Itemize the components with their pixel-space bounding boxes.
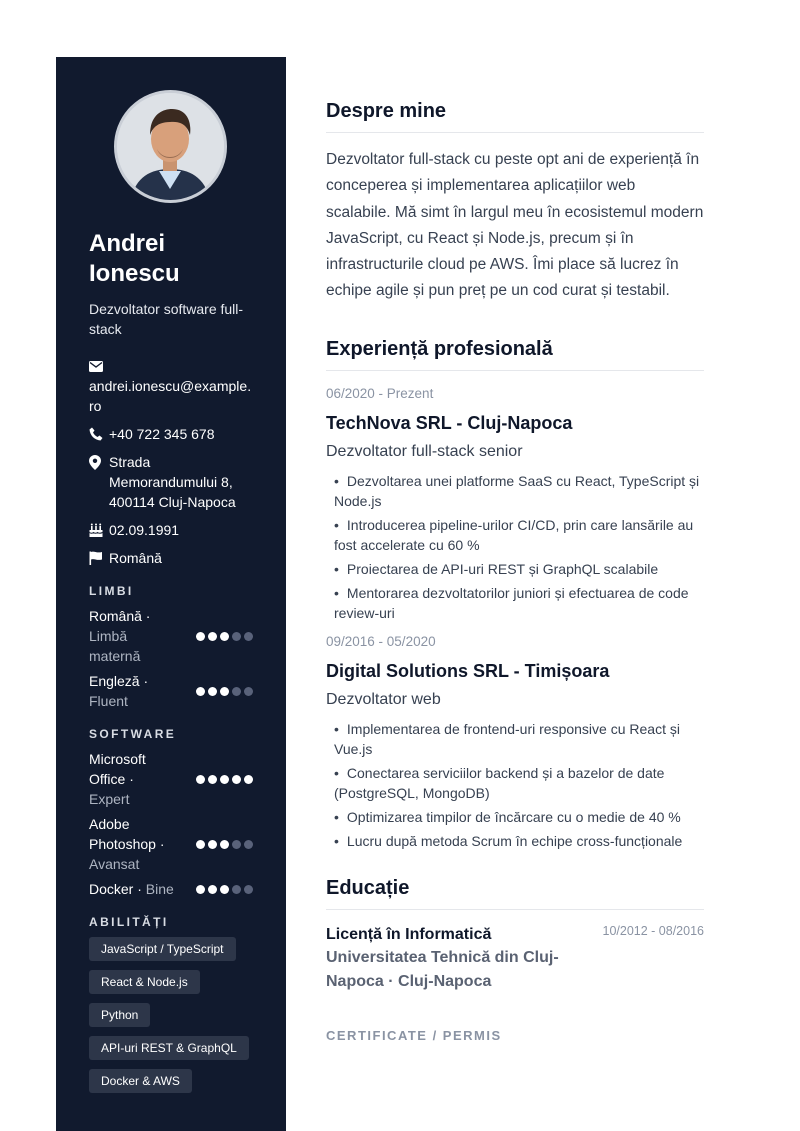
experience-heading: Experiență profesională bbox=[326, 338, 704, 371]
rating-dot-filled bbox=[208, 885, 217, 894]
rating-dot-filled bbox=[208, 840, 217, 849]
software-level: Avansat bbox=[89, 856, 140, 872]
language-rating bbox=[196, 687, 253, 696]
main-content bbox=[326, 100, 704, 1043]
job-bullet: • Introducerea pipeline-urilor CI/CD, prin care lansările au fost accelerate cu 60 % bbox=[334, 516, 694, 553]
job-bullet: • Lucru după metoda Scrum în echipe cross-funcționale bbox=[334, 832, 683, 849]
skill-tag: Docker & AWS bbox=[89, 1069, 192, 1093]
languages-list bbox=[89, 606, 253, 711]
certificates-heading: CERTIFICATE / PERMIS bbox=[326, 1027, 502, 1043]
about-heading: Despre mine bbox=[326, 100, 704, 133]
contact-list bbox=[89, 356, 253, 568]
flag-icon bbox=[89, 548, 103, 568]
rating-dot-empty bbox=[232, 687, 241, 696]
job-bullet: • Proiectarea de API-uri REST și GraphQL scalabile bbox=[334, 560, 659, 577]
skills-list bbox=[89, 937, 253, 1093]
rating-dot-empty bbox=[232, 632, 241, 641]
language-item bbox=[89, 606, 253, 666]
job-date: 09/2016 - 05/2020 bbox=[326, 633, 436, 649]
job-bullets bbox=[326, 471, 704, 623]
contact-phone[interactable] bbox=[89, 424, 253, 444]
software-level: Bine bbox=[145, 881, 174, 897]
skill-tag: API-uri REST & GraphQL bbox=[89, 1036, 249, 1060]
education-degree: Licență în Informatică bbox=[326, 925, 492, 943]
contact-nationality bbox=[89, 548, 253, 568]
job-bullets bbox=[326, 719, 704, 851]
software-item bbox=[89, 814, 253, 874]
software-level: Expert bbox=[89, 791, 130, 807]
contact-address bbox=[89, 452, 253, 512]
skill-tag: React & Node.js bbox=[89, 970, 200, 994]
job-company: Digital Solutions SRL - Timișoara bbox=[326, 660, 610, 681]
cake-icon bbox=[89, 520, 103, 540]
skill-tag: JavaScript / TypeScript bbox=[89, 937, 236, 961]
rating-dot-filled bbox=[232, 775, 241, 784]
languages-heading: LIMBI bbox=[89, 584, 134, 598]
software-heading: SOFTWARE bbox=[89, 727, 177, 741]
about-text: Dezvoltator full-stack cu peste opt ani de experiență în conceperea și implementarea aplicațiilor web scalabile. Mă simt în largul meu în ecosistemul modern JavaScript, cu React și Node.js, precum și în infrastructurile cloud pe AWS. Îmi place să lucrez în echipe agile și pun preț pe un cod curat și testabil. bbox=[326, 151, 704, 300]
job-company: TechNova SRL - Cluj-Napoca bbox=[326, 412, 573, 433]
rating-dot-filled bbox=[220, 687, 229, 696]
birthdate-text: 02.09.1991 bbox=[109, 522, 180, 538]
profile-title: Dezvoltator software full-stack bbox=[89, 301, 244, 337]
skill-tag: Python bbox=[89, 1003, 150, 1027]
software-name: Microsoft Office · bbox=[89, 751, 146, 787]
profile-name: Andrei Ionescu bbox=[89, 230, 180, 287]
software-item bbox=[89, 749, 253, 809]
phone-icon bbox=[89, 424, 103, 444]
rating-dot-empty bbox=[244, 885, 253, 894]
envelope-icon bbox=[89, 356, 103, 376]
language-level: Fluent bbox=[89, 693, 128, 709]
education-date: 10/2012 - 08/2016 bbox=[602, 923, 704, 938]
software-rating bbox=[196, 885, 253, 894]
rating-dot-empty bbox=[232, 885, 241, 894]
education-school: Universitatea Tehnică din Cluj-Napoca · Cluj-Napoca bbox=[326, 948, 559, 990]
job-entry bbox=[326, 385, 704, 623]
address-text: Strada Memorandumului 8, 400114 Cluj-Napoca bbox=[109, 454, 236, 510]
contact-email[interactable] bbox=[89, 356, 253, 416]
job-bullet: • Optimizarea timpilor de încărcare cu o medie de 40 % bbox=[334, 808, 681, 825]
skills-heading: ABILITĂȚI bbox=[89, 915, 169, 929]
language-rating bbox=[196, 632, 253, 641]
rating-dot-filled bbox=[220, 775, 229, 784]
software-name: Adobe Photoshop · bbox=[89, 816, 165, 852]
rating-dot-filled bbox=[196, 687, 205, 696]
software-rating bbox=[196, 840, 253, 849]
nationality-text: Română bbox=[109, 550, 162, 566]
rating-dot-filled bbox=[196, 885, 205, 894]
rating-dot-filled bbox=[196, 632, 205, 641]
job-entry bbox=[326, 633, 704, 851]
language-item bbox=[89, 671, 253, 711]
job-date: 06/2020 - Prezent bbox=[326, 385, 434, 401]
education-heading: Educație bbox=[326, 877, 704, 910]
rating-dot-empty bbox=[244, 687, 253, 696]
software-rating bbox=[196, 775, 253, 784]
job-bullet: • Mentorarea dezvoltatorilor juniori și efectuarea de code review-uri bbox=[334, 584, 689, 621]
rating-dot-filled bbox=[220, 632, 229, 641]
rating-dot-filled bbox=[208, 687, 217, 696]
email-text: andrei.ionescu@example.ro bbox=[89, 378, 252, 414]
rating-dot-filled bbox=[220, 885, 229, 894]
rating-dot-filled bbox=[208, 775, 217, 784]
rating-dot-filled bbox=[244, 775, 253, 784]
job-bullet: • Dezvoltarea unei platforme SaaS cu React, TypeScript și Node.js bbox=[334, 472, 700, 509]
phone-text: +40 722 345 678 bbox=[109, 426, 215, 442]
rating-dot-filled bbox=[196, 840, 205, 849]
sidebar bbox=[56, 57, 286, 1131]
job-role: Dezvoltator full-stack senior bbox=[326, 442, 523, 460]
rating-dot-empty bbox=[244, 840, 253, 849]
language-level: Limbă maternă bbox=[89, 628, 141, 664]
rating-dot-filled bbox=[208, 632, 217, 641]
education-entry bbox=[326, 924, 704, 994]
software-name: Docker · bbox=[89, 881, 142, 897]
location-pin-icon bbox=[89, 452, 103, 472]
contact-birthdate bbox=[89, 520, 253, 540]
software-item bbox=[89, 879, 253, 899]
software-list bbox=[89, 749, 253, 899]
profile-photo bbox=[114, 90, 227, 203]
language-name: Engleză · bbox=[89, 673, 149, 689]
rating-dot-empty bbox=[232, 840, 241, 849]
job-role: Dezvoltator web bbox=[326, 690, 441, 708]
rating-dot-empty bbox=[244, 632, 253, 641]
job-bullet: • Conectarea serviciilor backend și a bazelor de date (PostgreSQL, MongoDB) bbox=[334, 764, 665, 801]
rating-dot-filled bbox=[196, 775, 205, 784]
rating-dot-filled bbox=[220, 840, 229, 849]
job-bullet: • Implementarea de frontend-uri responsive cu React și Vue.js bbox=[334, 720, 680, 757]
language-name: Română · bbox=[89, 608, 151, 624]
